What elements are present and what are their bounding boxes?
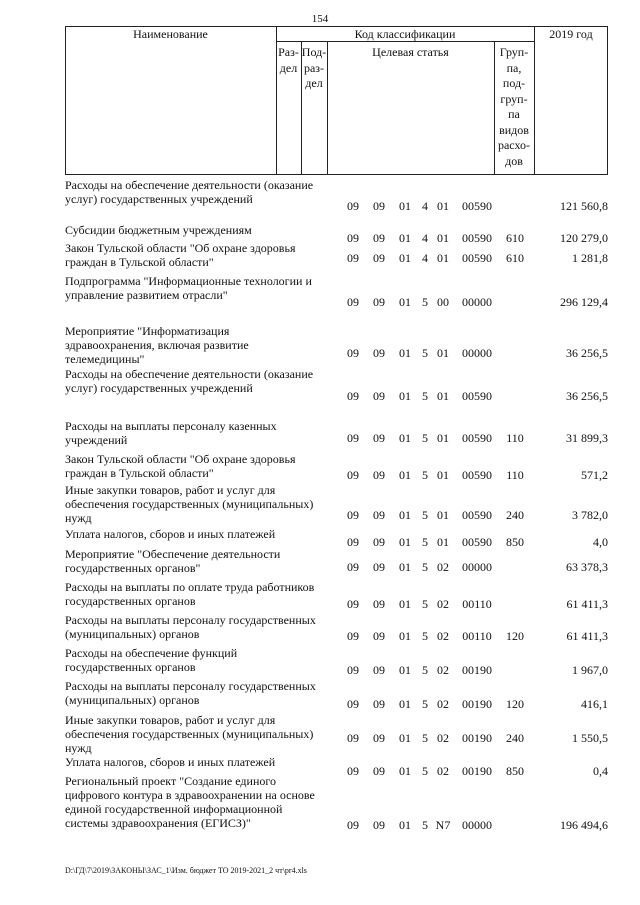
cell-event: 01 [437,231,449,245]
cell-razdel: 09 [347,295,359,309]
cell-direction: 00590 [462,508,492,522]
cell-program: 01 [399,295,411,309]
cell-razdel: 09 [347,535,359,549]
cell-podrazdel: 09 [373,663,385,677]
row-name-line: обеспечения государственных (муниципальных) [65,497,314,511]
row-name-line: граждан в Тульской области" [65,466,214,480]
cell-podrazdel: 09 [373,389,385,403]
row-name [65,367,337,395]
cell-subprogram: 5 [422,663,428,677]
cell-subprogram: 4 [422,251,428,265]
cell-group: 610 [506,231,524,245]
header-classification: Код классификации [354,27,456,41]
row-name-line: Уплата налогов, сборов и иных платежей [65,755,276,769]
row-name [65,755,337,769]
cell-amount: 1 281,8 [572,251,608,265]
row-name-line: Расходы на обеспечение функций [65,646,238,660]
cell-direction: 00590 [462,389,492,403]
cell-razdel: 09 [347,629,359,643]
row-name-line: государственных органов" [65,561,201,575]
table-header [65,26,608,174]
row-name-line: системы здравоохранения (ЕГИСЗ)" [65,816,251,830]
row-name-line: цифрового контура в здравоохранении на основе [65,788,315,802]
header-group-line: видов [499,122,529,137]
header-podrazdel-line: Под- [301,45,327,59]
cell-razdel: 09 [347,199,359,213]
cell-amount: 416,1 [581,697,608,711]
cell-direction: 00110 [462,597,492,611]
cell-amount: 4,0 [593,535,608,549]
cell-podrazdel: 09 [373,295,385,309]
cell-razdel: 09 [347,468,359,482]
cell-amount: 36 256,5 [566,346,608,360]
cell-amount: 296 129,4 [560,295,608,309]
cell-program: 01 [399,818,411,832]
row-name-line: Иные закупки товаров, работ и услуг для [65,483,276,497]
cell-podrazdel: 09 [373,346,385,360]
cell-event: 02 [437,764,449,778]
row-name-line: нужд [65,741,92,755]
cell-group: 850 [506,764,524,778]
cell-program: 01 [399,431,411,445]
cell-event: 01 [437,389,449,403]
cell-event: 02 [437,597,449,611]
cell-subprogram: 5 [422,818,428,832]
row-name-line: управление развитием отрасли" [65,288,228,302]
cell-podrazdel: 09 [373,629,385,643]
cell-program: 01 [399,697,411,711]
cell-podrazdel: 09 [373,818,385,832]
row-name-line: Субсидии бюджетным учреждениям [65,223,252,237]
cell-amount: 61 411,3 [566,629,608,643]
cell-razdel: 09 [347,818,359,832]
row-name-line: телемедицины" [65,352,145,366]
cell-razdel: 09 [347,431,359,445]
cell-direction: 00590 [462,251,492,265]
cell-direction: 00190 [462,697,492,711]
row-name-line: Расходы на выплаты персоналу государственных [65,613,316,627]
cell-subprogram: 5 [422,346,428,360]
cell-podrazdel: 09 [373,731,385,745]
row-name-line: услуг) государственных учреждений [65,192,253,206]
row-name-line: нужд [65,511,92,525]
row-name [65,274,337,302]
cell-razdel: 09 [347,508,359,522]
cell-razdel: 09 [347,560,359,574]
row-name [65,774,337,830]
cell-amount: 1 550,5 [572,731,608,745]
cell-direction: 00190 [462,663,492,677]
cell-event: 02 [437,663,449,677]
header-name: Наименование [133,27,208,41]
cell-direction: 00190 [462,731,492,745]
row-name-line: Закон Тульской области "Об охране здоровья [65,452,296,466]
cell-event: 02 [437,697,449,711]
cell-event: 02 [437,629,449,643]
cell-group: 240 [506,508,524,522]
cell-direction: 00000 [462,295,492,309]
row-name-line: учреждений [65,433,128,447]
cell-event: 01 [437,508,449,522]
header-group-line: па, [506,60,522,75]
row-name-line: Уплата налогов, сборов и иных платежей [65,527,276,541]
cell-amount: 120 279,0 [560,231,608,245]
cell-program: 01 [399,251,411,265]
header-podrazdel-line: раз- [303,60,325,75]
cell-group: 850 [506,535,524,549]
cell-program: 01 [399,389,411,403]
cell-event: 01 [437,431,449,445]
header-group-line: дов [505,153,523,168]
cell-direction: 00190 [462,764,492,778]
cell-event: N7 [435,818,451,832]
cell-podrazdel: 09 [373,468,385,482]
cell-razdel: 09 [347,764,359,778]
cell-direction: 00590 [462,535,492,549]
cell-razdel: 09 [347,597,359,611]
row-name-line: Подпрограмма "Информационные технологии и [65,274,312,288]
cell-podrazdel: 09 [373,535,385,549]
row-name-line: граждан в Тульской области" [65,255,214,269]
row-name-line: (муниципальных) органов [65,627,200,641]
cell-group: 610 [506,251,524,265]
row-name-line: Региональный проект "Создание единого [65,774,276,788]
cell-direction: 00000 [462,560,492,574]
cell-podrazdel: 09 [373,251,385,265]
header-podrazdel [301,45,327,92]
cell-podrazdel: 09 [373,231,385,245]
header-group-line: груп- [500,91,528,106]
cell-group: 110 [506,468,524,482]
cell-amount: 36 256,5 [566,389,608,403]
cell-program: 01 [399,560,411,574]
header-razdel-line: Раз- [278,45,299,59]
cell-direction: 00590 [462,231,492,245]
row-name-line: Мероприятие "Информатизация [65,324,230,338]
cell-event: 02 [437,560,449,574]
row-name-line: Расходы на выплаты персоналу казенных [65,419,277,433]
cell-event: 02 [437,731,449,745]
header-razdel [276,45,301,76]
row-name-line: Расходы на выплаты персоналу государственных [65,679,316,693]
cell-event: 01 [437,199,449,213]
row-name-line: Расходы на обеспечение деятельности (оказание [65,367,314,381]
cell-group: 110 [506,431,524,445]
cell-program: 01 [399,731,411,745]
row-name [65,547,337,575]
row-name-line: Расходы на выплаты по оплате труда работников [65,580,315,594]
cell-podrazdel: 09 [373,431,385,445]
cell-subprogram: 5 [422,468,428,482]
cell-razdel: 09 [347,389,359,403]
cell-podrazdel: 09 [373,764,385,778]
cell-program: 01 [399,629,411,643]
cell-subprogram: 4 [422,231,428,245]
row-name-line: единой государственной информационной [65,802,283,816]
header-group-line: Груп- [499,45,529,59]
cell-event: 00 [437,295,449,309]
cell-subprogram: 5 [422,629,428,643]
row-name [65,646,337,674]
row-name-line: обеспечения государственных (муниципальных) [65,727,314,741]
cell-direction: 00000 [462,346,492,360]
cell-subprogram: 5 [422,764,428,778]
cell-program: 01 [399,346,411,360]
row-name-line: Мероприятие "Обеспечение деятельности [65,547,281,561]
cell-program: 01 [399,597,411,611]
page-number: 154 [311,13,329,25]
cell-subprogram: 5 [422,389,428,403]
cell-subprogram: 5 [422,535,428,549]
row-name [65,241,337,269]
row-name-line: Иные закупки товаров, работ и услуг для [65,713,276,727]
header-target: Целевая статья [372,45,449,59]
cell-program: 01 [399,231,411,245]
cell-subprogram: 5 [422,508,428,522]
row-name [65,483,337,525]
row-name [65,679,337,707]
cell-razdel: 09 [347,663,359,677]
row-name [65,580,337,608]
cell-program: 01 [399,663,411,677]
cell-direction: 00590 [462,199,492,213]
cell-amount: 63 378,3 [566,560,608,574]
cell-podrazdel: 09 [373,508,385,522]
cell-razdel: 09 [347,231,359,245]
header-year: 2019 год [549,27,593,41]
cell-subprogram: 5 [422,295,428,309]
header-razdel-line: дел [279,60,298,75]
cell-event: 01 [437,251,449,265]
cell-direction: 00590 [462,431,492,445]
file-path-footer: D:\ГД\7\2019\ЗАКОНЫ\ЗАС_1\Изм. бюджет ТО 2019-2021_2 чт\pr4.xls [65,866,307,875]
cell-amount: 0,4 [593,764,608,778]
row-name-line: услуг) государственных учреждений [65,381,253,395]
cell-subprogram: 5 [422,431,428,445]
cell-subprogram: 5 [422,560,428,574]
cell-podrazdel: 09 [373,697,385,711]
cell-amount: 571,2 [581,468,608,482]
header-group [494,45,534,169]
row-name [65,178,337,206]
cell-group: 240 [506,731,524,745]
cell-group: 120 [506,697,524,711]
cell-direction: 00000 [462,818,492,832]
row-name-line: государственных органов [65,660,196,674]
cell-amount: 196 494,6 [560,818,608,832]
cell-podrazdel: 09 [373,597,385,611]
cell-event: 01 [437,468,449,482]
cell-razdel: 09 [347,251,359,265]
row-name-line: Расходы на обеспечение деятельности (оказание [65,178,314,192]
cell-program: 01 [399,535,411,549]
row-name [65,223,337,237]
cell-razdel: 09 [347,731,359,745]
header-group-line: под- [502,76,526,90]
cell-direction: 00590 [462,468,492,482]
cell-amount: 121 560,8 [560,199,608,213]
cell-program: 01 [399,468,411,482]
cell-subprogram: 4 [422,199,428,213]
cell-subprogram: 5 [422,731,428,745]
row-name-line: Закон Тульской области "Об охране здоровья [65,241,296,255]
row-name-line: государственных органов [65,594,196,608]
cell-group: 120 [506,629,524,643]
row-name [65,324,337,366]
cell-amount: 61 411,3 [566,597,608,611]
cell-program: 01 [399,199,411,213]
cell-podrazdel: 09 [373,560,385,574]
header-group-line: расхо- [497,138,531,152]
row-name-line: здравоохранения, включая развитие [65,338,249,352]
row-name [65,613,337,641]
cell-razdel: 09 [347,697,359,711]
cell-amount: 1 967,0 [572,663,608,677]
cell-program: 01 [399,764,411,778]
row-name [65,527,337,541]
cell-subprogram: 5 [422,597,428,611]
cell-razdel: 09 [347,346,359,360]
cell-subprogram: 5 [422,697,428,711]
row-name [65,713,337,755]
row-name [65,452,337,480]
cell-direction: 00110 [462,629,492,643]
row-name [65,419,337,447]
cell-event: 01 [437,346,449,360]
cell-amount: 31 899,3 [566,431,608,445]
header-group-line: па [508,107,520,121]
cell-podrazdel: 09 [373,199,385,213]
cell-event: 01 [437,535,449,549]
cell-amount: 3 782,0 [572,508,608,522]
header-podrazdel-line: дел [305,76,323,90]
row-name-line: (муниципальных) органов [65,693,200,707]
cell-program: 01 [399,508,411,522]
